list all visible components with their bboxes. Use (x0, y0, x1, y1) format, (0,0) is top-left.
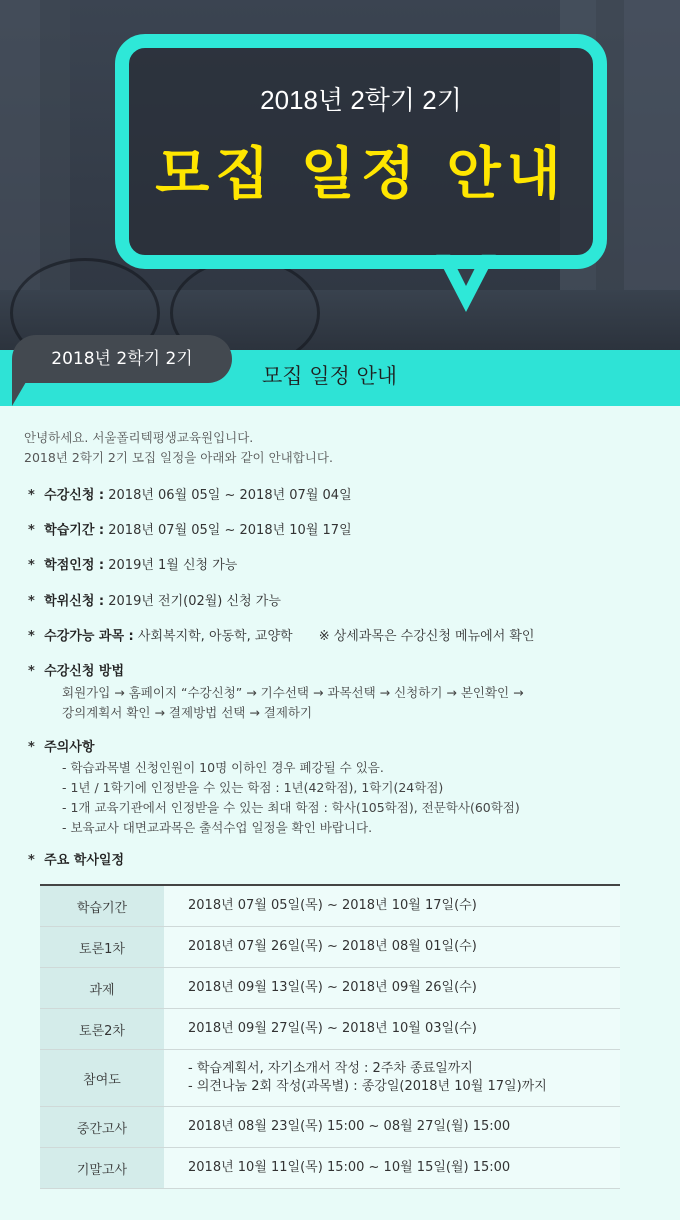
intro-text (24, 428, 333, 468)
bullet-star: * (28, 664, 35, 679)
info-item-courses (28, 627, 535, 647)
term-tab: 2018년 2학기 2기 (12, 335, 232, 383)
item-label: 수강신청 : (44, 488, 105, 503)
info-item-degree (28, 592, 281, 612)
method-line: 강의계획서 확인 → 결제방법 선택 → 결제하기 (62, 705, 313, 720)
hero-banner (0, 0, 680, 350)
item-label: 주의사항 (44, 740, 95, 755)
info-item-study-period (28, 521, 352, 541)
bullet-star: * (28, 594, 35, 609)
item-label: 수강신청 방법 (44, 664, 125, 679)
item-value: 사회복지학, 아동학, 교양학 (137, 629, 293, 644)
table-row (40, 1107, 620, 1148)
tab-fold (12, 382, 26, 406)
note-line: - 학습과목별 신청인원이 10명 이하인 경우 폐강될 수 있음. (62, 760, 384, 775)
notes-list (62, 758, 520, 838)
method-line: 회원가입 → 홈페이지 “수강신청” → 기수선택 → 과목선택 → 신청하기 → 본인확인 → (62, 685, 524, 700)
hero-title: 모집 일정 안내 (155, 142, 567, 207)
table-row (40, 927, 620, 968)
row-header: 기말고사 (40, 1148, 164, 1188)
section-title: 모집 일정 안내 (262, 364, 398, 388)
row-value-text: 2018년 07월 05일(목) ~ 2018년 10월 17일(수) (188, 898, 477, 913)
bullet-star: * (28, 488, 35, 503)
hero-subtitle: 2018년 2학기 2기 (260, 85, 462, 115)
row-header: 과제 (40, 968, 164, 1008)
bullet-star: * (28, 558, 35, 573)
row-value (164, 886, 620, 926)
row-value (164, 1148, 620, 1188)
intro-line: 2018년 2학기 2기 모집 일정을 아래와 같이 안내합니다. (24, 450, 333, 465)
row-header: 참여도 (40, 1050, 164, 1106)
row-value-text: 2018년 07월 26일(목) ~ 2018년 08월 01일(수) (188, 939, 477, 954)
bullet-star: * (28, 629, 35, 644)
row-value (164, 968, 620, 1008)
note-line: - 1년 / 1학기에 인정받을 수 있는 학점 : 1년(42학점), 1학기(24학점) (62, 780, 444, 795)
row-value (164, 1009, 620, 1049)
row-header: 토론2차 (40, 1009, 164, 1049)
item-label: 학습기간 : (44, 523, 105, 538)
row-value-text: 2018년 10월 11일(목) 15:00 ~ 10월 15일(월) 15:00 (188, 1160, 511, 1175)
row-value-text: 2018년 09월 27일(목) ~ 2018년 10월 03일(수) (188, 1021, 477, 1036)
info-item-registration (28, 486, 352, 506)
method-steps (62, 683, 524, 723)
item-value: 2018년 06월 05일 ~ 2018년 07월 04일 (108, 488, 352, 503)
row-value-text: - 의견나눔 2회 작성(과목별) : 종강일(2018년 10월 17일)까지 (188, 1079, 547, 1094)
table-row (40, 1009, 620, 1050)
row-value-text: 2018년 08월 23일(목) 15:00 ~ 08월 27일(월) 15:00 (188, 1119, 511, 1134)
item-label: 주요 학사일정 (44, 853, 125, 868)
row-value (164, 927, 620, 967)
table-row (40, 1148, 620, 1189)
row-value (164, 1107, 620, 1147)
background-book (0, 0, 40, 300)
table-row (40, 1050, 620, 1107)
item-label: 학점인정 : (44, 558, 105, 573)
notes-heading (28, 738, 94, 758)
row-value (164, 1050, 620, 1106)
background-book (624, 0, 680, 300)
table-row (40, 968, 620, 1009)
item-value: 2019년 1월 신청 가능 (108, 558, 238, 573)
item-note: ※ 상세과목은 수강신청 메뉴에서 확인 (318, 629, 535, 644)
schedule-table (40, 884, 620, 1189)
row-header: 중간고사 (40, 1107, 164, 1147)
table-row (40, 886, 620, 927)
bullet-star: * (28, 740, 35, 755)
bullet-star: * (28, 853, 35, 868)
row-header: 토론1차 (40, 927, 164, 967)
method-heading (28, 662, 124, 682)
item-label: 수강가능 과목 : (44, 629, 134, 644)
background-book (40, 0, 70, 300)
bullet-star: * (28, 523, 35, 538)
item-value: 2019년 전기(02월) 신청 가능 (108, 594, 281, 609)
item-label: 학위신청 : (44, 594, 105, 609)
info-item-credit (28, 556, 237, 576)
row-value-text: - 학습계획서, 자기소개서 작성 : 2주차 종료일까지 (188, 1061, 473, 1076)
schedule-heading (28, 851, 124, 871)
row-value-text: 2018년 09월 13일(목) ~ 2018년 09월 26일(수) (188, 980, 477, 995)
item-value: 2018년 07월 05일 ~ 2018년 10월 17일 (108, 523, 352, 538)
note-line: - 보육교사 대면교과목은 출석수업 일정을 확인 바랍니다. (62, 820, 373, 835)
note-line: - 1개 교육기관에서 인정받을 수 있는 최대 학점 : 학사(105학점), 전문학사(60학점) (62, 800, 520, 815)
intro-line: 안녕하세요. 서울폴리텍평생교육원입니다. (24, 430, 254, 445)
row-header: 학습기간 (40, 886, 164, 926)
